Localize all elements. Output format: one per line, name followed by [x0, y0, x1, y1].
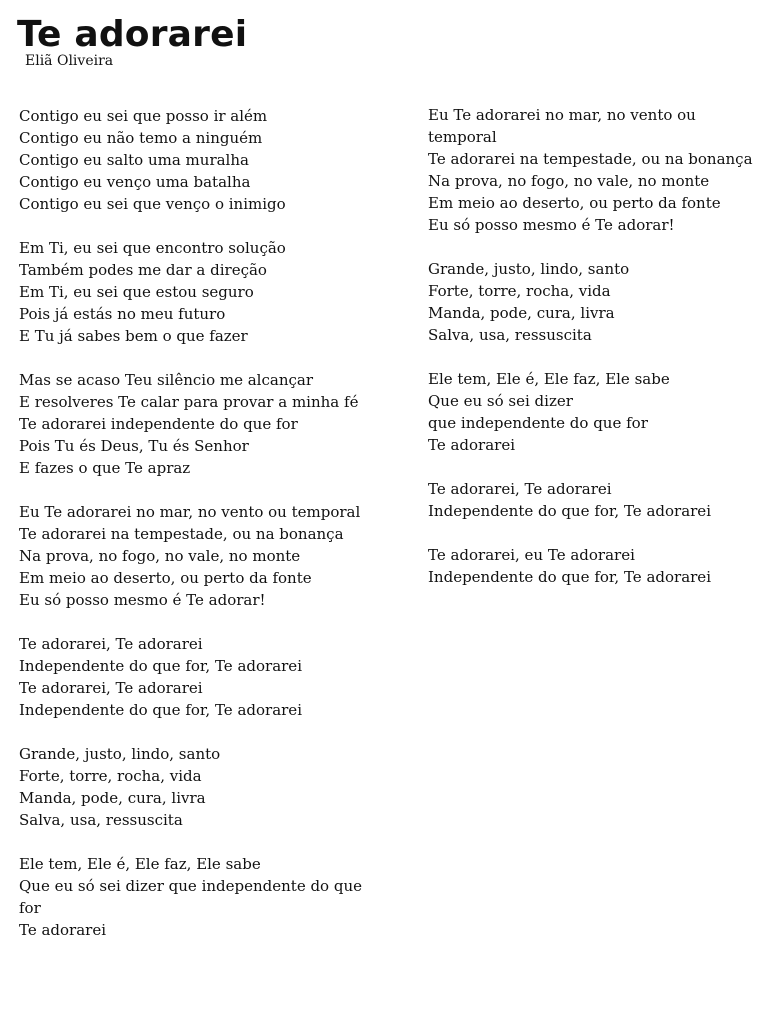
- stanza: [19, 853, 384, 941]
- lyric-line: Também podes me dar a direção: [19, 261, 267, 279]
- lyric-line: Eu Te adorarei no mar, no vento ou temporal: [19, 503, 361, 521]
- lyric-line: Em Ti, eu sei que estou seguro: [19, 283, 254, 301]
- lyric-line: Em Ti, eu sei que encontro solução: [19, 239, 286, 257]
- lyric-line: Contigo eu salto uma muralha: [19, 151, 249, 169]
- lyric-line: Te adorarei, Te adorarei: [19, 635, 203, 653]
- lyric-line: Em meio ao deserto, ou perto da fonte: [19, 569, 312, 587]
- lyric-line: Contigo eu venço uma batalha: [19, 173, 251, 191]
- lyric-line: Te adorarei: [19, 921, 107, 939]
- lyric-line: Te adorarei: [428, 436, 516, 454]
- stanza: [428, 258, 758, 346]
- lyric-line: Contigo eu sei que venço o inimigo: [19, 195, 286, 213]
- lyric-line: Salva, usa, ressuscita: [428, 326, 592, 344]
- lyric-line: Manda, pode, cura, livra: [19, 789, 206, 807]
- lyric-line: Contigo eu não temo a ninguém: [19, 129, 263, 147]
- lyric-line: Te adorarei na tempestade, ou na bonança: [428, 150, 753, 168]
- lyric-line: Forte, torre, rocha, vida: [428, 282, 611, 300]
- lyric-line: Grande, justo, lindo, santo: [19, 745, 221, 763]
- lyrics-right-column: [428, 104, 758, 610]
- lyric-line: Te adorarei, Te adorarei: [19, 679, 203, 697]
- lyric-line: Eu Te adorarei no mar, no vento ou temporal: [428, 106, 696, 146]
- stanza: [428, 544, 758, 588]
- lyric-line: Te adorarei, eu Te adorarei: [428, 546, 635, 564]
- lyric-line: Contigo eu sei que posso ir além: [19, 107, 268, 125]
- lyric-line: Que eu só sei dizer: [428, 392, 573, 410]
- lyric-line: Forte, torre, rocha, vida: [19, 767, 202, 785]
- lyric-line: Te adorarei, Te adorarei: [428, 480, 612, 498]
- stanza: [19, 633, 384, 721]
- lyric-line: Independente do que for, Te adorarei: [428, 568, 711, 586]
- stanza: [428, 478, 758, 522]
- lyric-line: E resolveres Te calar para provar a minha fé: [19, 393, 359, 411]
- song-title: Te adorarei: [17, 14, 248, 55]
- lyric-line: Independente do que for, Te adorarei: [428, 502, 711, 520]
- lyric-line: Grande, justo, lindo, santo: [428, 260, 630, 278]
- lyric-line: Ele tem, Ele é, Ele faz, Ele sabe: [428, 370, 670, 388]
- stanza: [19, 743, 384, 831]
- lyric-line: Na prova, no fogo, no vale, no monte: [19, 547, 301, 565]
- song-author: Eliã Oliveira: [25, 53, 114, 69]
- lyric-line: E fazes o que Te apraz: [19, 459, 191, 477]
- stanza: [19, 105, 384, 215]
- lyric-line: Eu só posso mesmo é Te adorar!: [428, 216, 675, 234]
- lyric-line: Que eu só sei dizer que independente do que for: [19, 877, 363, 917]
- stanza: [19, 369, 384, 479]
- lyric-line: Mas se acaso Teu silêncio me alcançar: [19, 371, 313, 389]
- stanza: [428, 368, 758, 456]
- lyric-line: Te adorarei na tempestade, ou na bonança: [19, 525, 344, 543]
- lyric-line: Independente do que for, Te adorarei: [19, 657, 302, 675]
- lyric-line: Na prova, no fogo, no vale, no monte: [428, 172, 710, 190]
- lyric-line: E Tu já sabes bem o que fazer: [19, 327, 248, 345]
- lyric-line: Em meio ao deserto, ou perto da fonte: [428, 194, 721, 212]
- lyric-line: Manda, pode, cura, livra: [428, 304, 615, 322]
- lyric-line: Ele tem, Ele é, Ele faz, Ele sabe: [19, 855, 261, 873]
- lyrics-left-column: [19, 105, 384, 963]
- lyric-line: Eu só posso mesmo é Te adorar!: [19, 591, 266, 609]
- lyric-line: que independente do que for: [428, 414, 648, 432]
- lyric-line: Independente do que for, Te adorarei: [19, 701, 302, 719]
- stanza: [19, 237, 384, 347]
- stanza: [19, 501, 384, 611]
- lyric-line: Pois Tu és Deus, Tu és Senhor: [19, 437, 249, 455]
- lyric-line: Salva, usa, ressuscita: [19, 811, 183, 829]
- lyric-line: Te adorarei independente do que for: [19, 415, 298, 433]
- lyric-line: Pois já estás no meu futuro: [19, 305, 226, 323]
- stanza: [428, 104, 758, 236]
